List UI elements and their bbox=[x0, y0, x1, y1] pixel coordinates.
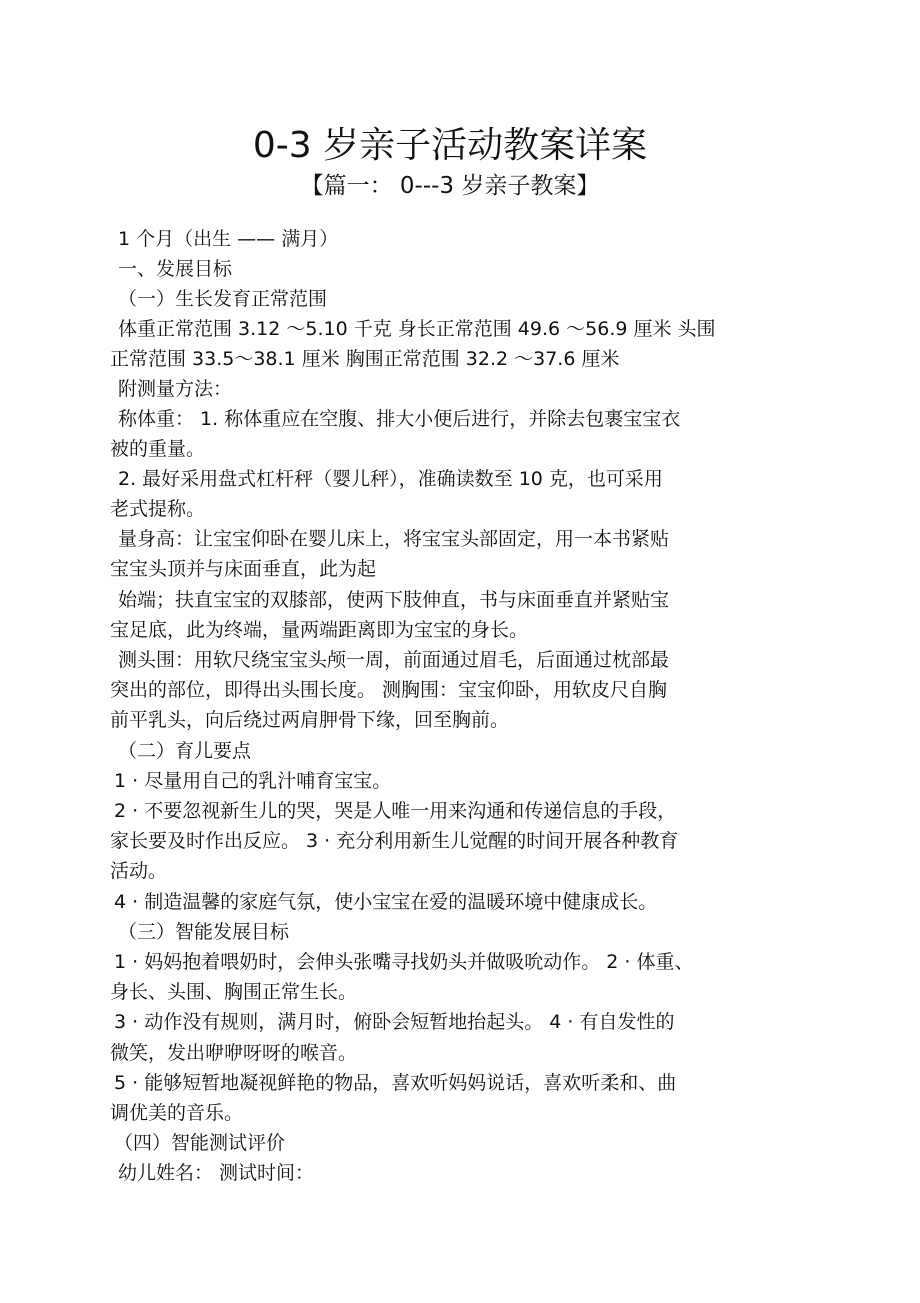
text-line: 附测量方法： bbox=[118, 378, 233, 400]
document-subtitle: 【篇一： 0---3 岁亲子教案】 bbox=[300, 173, 600, 199]
list-item: 1 · 妈妈抱着喂奶时，会伸头张嘴寻找奶头并做吸吮动作。 2 · 体重、 bbox=[114, 951, 694, 973]
list-item: 3 · 动作没有规则，满月时，俯卧会短暂地抬起头。 4 · 有自发性的 bbox=[114, 1011, 675, 1033]
list-item: 4 · 制造温馨的家庭气氛，使小宝宝在爱的温暖环境中健康成长。 bbox=[114, 891, 658, 913]
text-line: 身长、头围、胸围正常生长。 bbox=[110, 981, 358, 1003]
text-line: 前平乳头，向后绕过两肩胛骨下缘，回至胸前。 bbox=[110, 709, 510, 731]
text-line: 被的重量。 bbox=[110, 438, 206, 460]
text-line: 突出的部位，即得出头围长度。 测胸围：宝宝仰卧，用软皮尺自胸 bbox=[110, 679, 668, 701]
text-line: 1 个月（出生 —— 满月） bbox=[118, 228, 339, 250]
text-line: 宝足底，此为终端，量两端距离即为宝宝的身长。 bbox=[110, 619, 529, 641]
text-line: 微笑，发出咿咿呀呀的喉音。 bbox=[110, 1042, 358, 1064]
text-line: 调优美的音乐。 bbox=[110, 1102, 244, 1124]
text-line: 宝宝头顶并与床面垂直，此为起 bbox=[110, 558, 377, 580]
text-line: 活动。 bbox=[110, 860, 168, 882]
section-heading: 一、发展目标 bbox=[118, 258, 233, 280]
text-line: 正常范围 33.5～38.1 厘米 胸围正常范围 32.2 ～37.6 厘米 bbox=[110, 348, 620, 370]
list-item: 2 · 不要忽视新生儿的哭，哭是人唯一用来沟通和传递信息的手段， bbox=[114, 800, 677, 822]
subsection-heading: （四）智能测试评价 bbox=[114, 1132, 286, 1154]
text-line: 幼儿姓名： 测试时间： bbox=[118, 1162, 315, 1184]
text-line: 测头围：用软尺绕宝宝头颅一周，前面通过眉毛，后面通过枕部最 bbox=[118, 649, 670, 671]
text-line: 体重正常范围 3.12 ～5.10 千克 身长正常范围 49.6 ～56.9 厘米 头围 bbox=[118, 318, 716, 340]
list-item: 5 · 能够短暂地凝视鲜艳的物品，喜欢听妈妈说话，喜欢听柔和、曲 bbox=[114, 1072, 677, 1094]
text-line: 老式提称。 bbox=[110, 498, 206, 520]
list-item: 1 · 尽量用自己的乳汁哺育宝宝。 bbox=[114, 770, 392, 792]
document-title: 0-3 岁亲子活动教案详案 bbox=[252, 125, 648, 166]
text-line: 2. 最好采用盘式杠杆秤（婴儿秤），准确读数至 10 克，也可采用 bbox=[118, 468, 663, 490]
text-line: 家长要及时作出反应。 3 · 充分利用新生儿觉醒的时间开展各种教育 bbox=[110, 830, 679, 852]
subsection-heading: （二）育儿要点 bbox=[118, 740, 252, 762]
text-line: 量身高：让宝宝仰卧在婴儿床上，将宝宝头部固定，用一本书紧贴 bbox=[118, 528, 670, 550]
text-line: 始端；扶直宝宝的双膝部，使两下肢伸直，书与床面垂直并紧贴宝 bbox=[118, 589, 670, 611]
subsection-heading: （一）生长发育正常范围 bbox=[118, 288, 328, 310]
text-line: 称体重： 1. 称体重应在空腹、排大小便后进行，并除去包裹宝宝衣 bbox=[118, 408, 681, 430]
subsection-heading: （三）智能发展目标 bbox=[118, 921, 290, 943]
